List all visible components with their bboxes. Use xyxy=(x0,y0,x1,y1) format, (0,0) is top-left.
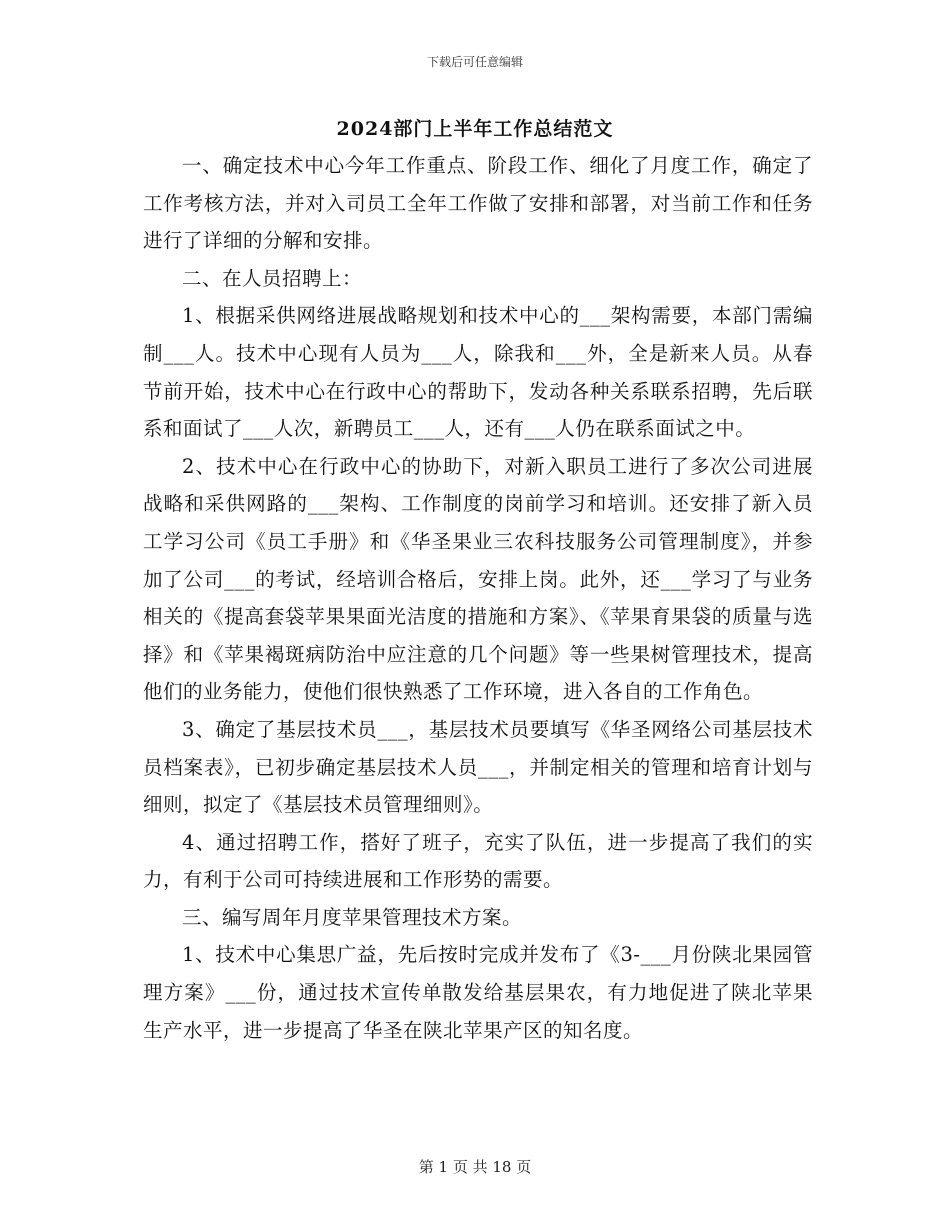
paragraph: 三、编写周年月度苹果管理技术方案。 xyxy=(182,905,523,929)
page-header-note: 下载后可任意编辑 xyxy=(426,55,523,69)
paragraph: 二、在人员招聘上： xyxy=(182,266,363,290)
paragraph: 一、确定技术中心今年工作重点、阶段工作、细化了月度工作，确定了工作考核方法，并对入司员工全年工作做了安排和部署，对当前工作和任务进行了详细的分解和安排。 xyxy=(143,154,813,253)
paragraph: 1、根据采供网络进展战略规划和技术中心的___架构需要，本部门需编制___人。技术中心现有人员为___人，除我和___外，全是新来人员。从春节前开始，技术中心在行政中心的帮助下，发动各种关系联系招聘，先后联系和面试了___人次，新聘员工___人，还有___人仍在联系面试之中。 xyxy=(143,304,813,441)
paragraph: 3、确定了基层技术员___，基层技术员要填写《华圣网络公司基层技术员档案表》，已初步确定基层技术人员___，并制定相关的管理和培育计划与细则，拟定了《基层技术员管理细则》。 xyxy=(143,717,813,817)
paragraph: 4、通过招聘工作，搭好了班子，充实了队伍，进一步提高了我们的实力，有利于公司可持续进展和工作形势的需要。 xyxy=(143,830,813,892)
document-body xyxy=(143,147,813,1049)
page-number: 第 1 页 共 18 页 xyxy=(418,1158,532,1176)
document-title: 2024部门上半年工作总结范文 xyxy=(336,118,614,140)
paragraph: 1、技术中心集思广益，先后按时完成并发布了《3-___月份陕北果园管理方案》___份，通过技术宣传单散发给基层果农，有力地促进了陕北苹果生产水平，进一步提高了华圣在陕北苹果产区的知名度。 xyxy=(143,943,813,1042)
paragraph: 2、技术中心在行政中心的协助下，对新入职员工进行了多次公司进展战略和采供网路的___架构、工作制度的岗前学习和培训。还安排了新入员工学习公司《员工手册》和《华圣果业三农科技服务公司管理制度》，并参加了公司___的考试，经培训合格后，安排上岗。此外，还___学习了与业务相关的《提高套袋苹果果面光洁度的措施和方案》、《苹果育果袋的质量与选择》和《苹果褐斑病防治中应注意的几个问题》等一些果树管理技术，提高他们的业务能力，使他们很快熟悉了工作环境，进入各自的工作角色。 xyxy=(143,454,813,704)
